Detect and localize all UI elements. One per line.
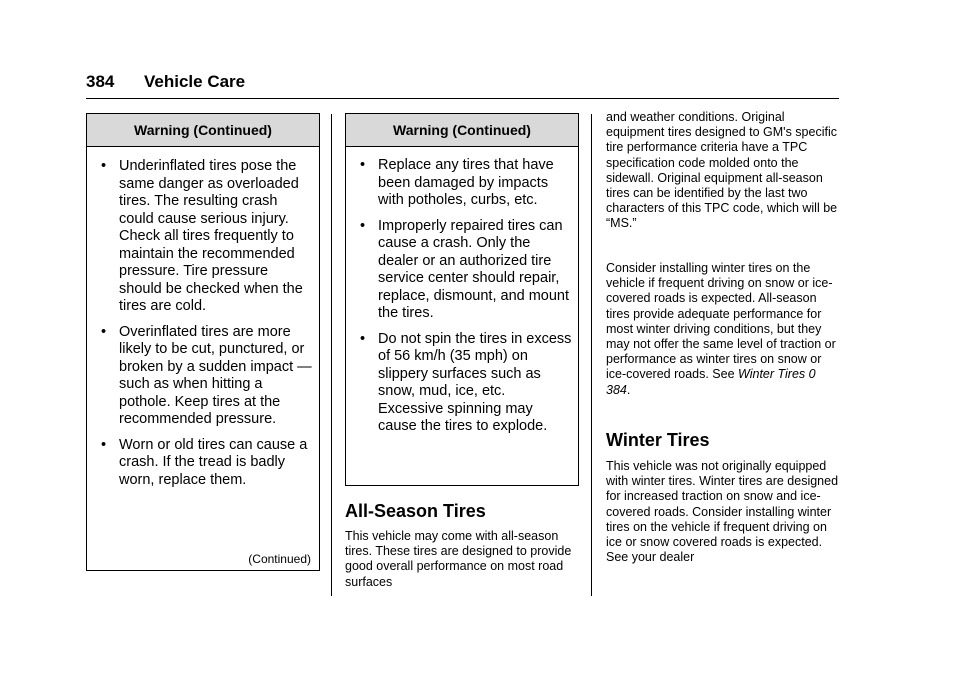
header-rule (86, 98, 839, 99)
warning-item (87, 158, 319, 316)
tpc-paragraph: and weather conditions. Original equipment tires designed to GM's specific tire performance criteria have a TPC specification code molded onto the sidewall. Original equipment all-season tires can be identified by the last two characters of this TPC code, which will be “MS.” (606, 110, 838, 231)
warning-item-text: Replace any tires that have been damaged by impacts with potholes, curbs, etc. (378, 157, 554, 208)
warning-box-middle (345, 113, 579, 486)
warning-box-left (86, 113, 320, 571)
section-title: Vehicle Care (144, 72, 246, 91)
bullet-icon: • (101, 323, 107, 340)
warning-item (87, 324, 319, 429)
column-divider (331, 114, 332, 596)
warning-list (346, 147, 578, 436)
warning-item-text: Do not spin the tires in excess of 56 km/h (35 mph) on slippery surfaces such as snow, mud, ice, etc. Excessive spinning may cause the tires to explode. (378, 330, 572, 434)
warning-title: Warning (Continued) (346, 114, 578, 147)
warning-item-text: Overinflated tires are more likely to be cut, punctured, or broken by a sudden impact — such as when hitting a pothole. Keep tires at the recommended pressure. (119, 323, 312, 427)
warning-list (87, 147, 319, 489)
page-number: 384 (86, 72, 115, 91)
warning-item (346, 331, 578, 436)
winter-tires-paragraph: This vehicle was not originally equipped with winter tires. Winter tires are designed for increased traction on snow and ice-covered roads. Consider installing winter tires on the vehicle if frequent driving on ice or snow covered roads is expected. See your dealer (606, 459, 839, 565)
bullet-icon: • (360, 217, 366, 234)
column-divider (591, 114, 592, 596)
section-heading-all-season: All-Season Tires (345, 501, 486, 521)
warning-item-text: Improperly repaired tires can cause a crash. Only the dealer or an authorized tire service center should repair, replace, dismount, and mount the tires. (378, 217, 570, 321)
warning-item-text: Worn or old tires can cause a crash. If the tread is badly worn, replace them. (119, 436, 308, 488)
continued-note: (Continued) (248, 552, 311, 566)
warning-item (87, 437, 319, 490)
paragraph-text: Consider installing winter tires on the vehicle if frequent driving on snow or ice-covered roads is expected. All-season tires provide adequate performance for most winter driving conditions, but they may not offer the same level of traction or performance as winter tires on snow or ice-covered roads. See (606, 261, 836, 382)
xref-text: Winter Tires (738, 367, 806, 382)
warning-title: Warning (Continued) (87, 114, 319, 147)
bullet-icon: • (101, 158, 107, 174)
bullet-icon: • (360, 330, 366, 347)
page-arrow-icon: 0 (808, 367, 816, 382)
section-heading-winter-tires: Winter Tires (606, 430, 710, 450)
page-header (86, 72, 245, 92)
all-season-paragraph: This vehicle may come with all-season tires. These tires are designed to provide good overall performance on most road surfaces (345, 529, 572, 589)
winter-recommendation-paragraph (606, 261, 840, 398)
xref-page: 384 (606, 382, 627, 397)
bullet-icon: • (101, 436, 107, 453)
warning-item (346, 157, 578, 210)
warning-item (346, 218, 578, 323)
bullet-icon: • (360, 157, 366, 173)
paragraph-end: . (626, 382, 631, 397)
warning-item-text: Underinflated tires pose the same danger as overloaded tires. The resulting crash could cause serious injury. Check all tires frequently to maintain the recommended pressure. Tire pressure should be checked when the tires are cold. (119, 158, 303, 314)
